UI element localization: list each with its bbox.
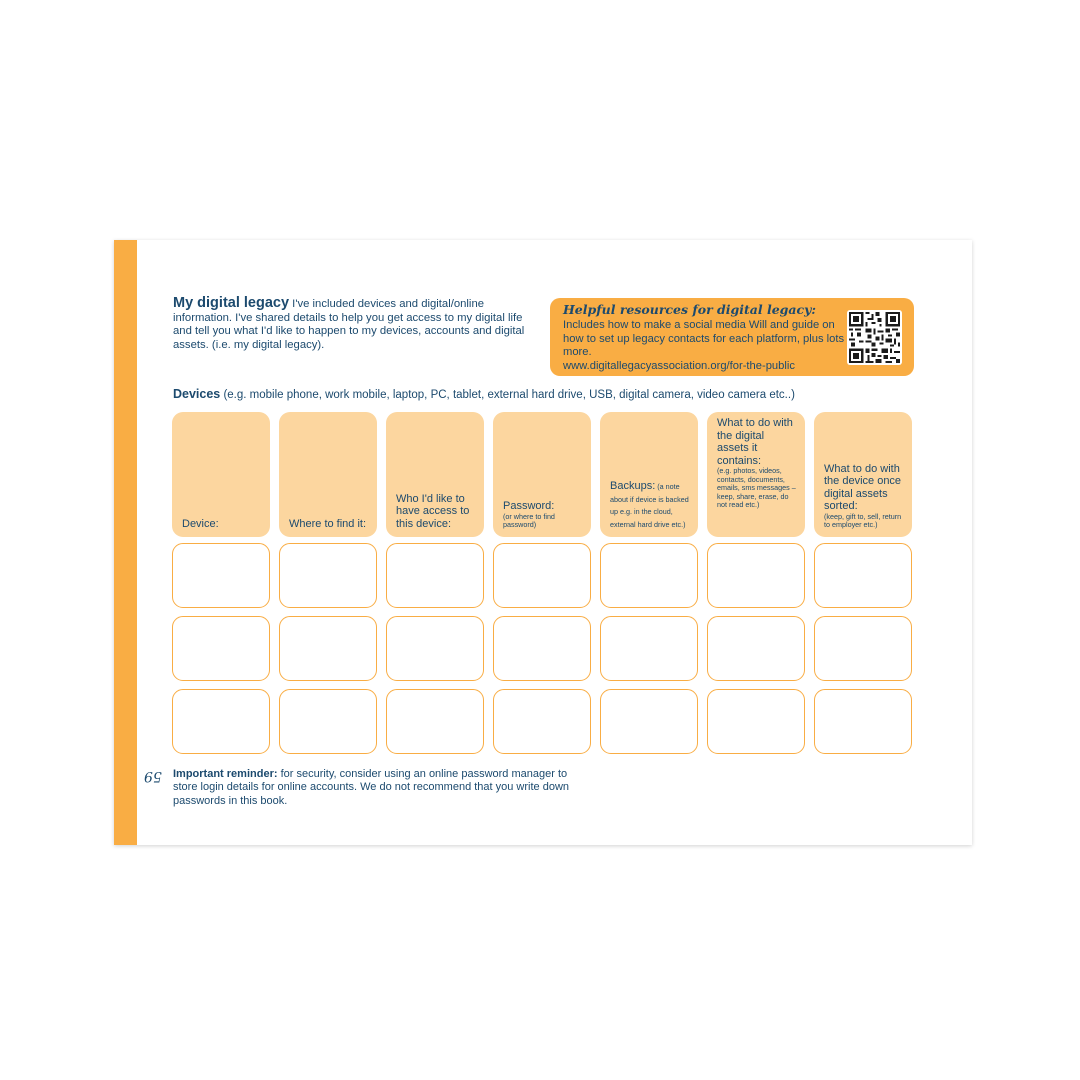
devices-label xyxy=(173,387,795,401)
column-header-label: Device: xyxy=(182,517,219,530)
important-reminder xyxy=(173,768,573,808)
page-spine xyxy=(114,240,137,845)
column-header-label-group xyxy=(610,480,690,530)
column-header-digital-assets xyxy=(707,412,805,537)
column-header-password xyxy=(493,412,591,537)
devices-heading: Devices xyxy=(173,387,221,401)
entry-cell[interactable] xyxy=(279,543,377,608)
entry-cell[interactable] xyxy=(386,543,484,608)
qr-code-icon[interactable] xyxy=(847,310,902,365)
column-header-backups xyxy=(600,412,698,537)
column-header-label: Password: xyxy=(503,500,555,513)
column-header-device-after xyxy=(814,412,912,537)
entry-cell[interactable] xyxy=(707,616,805,681)
resources-box xyxy=(550,298,914,376)
entry-cell[interactable] xyxy=(600,543,698,608)
entry-cell[interactable] xyxy=(814,689,912,754)
entry-cell[interactable] xyxy=(707,689,805,754)
column-header-location xyxy=(279,412,377,537)
column-header-label: Who I'd like to have access to this device: xyxy=(396,492,470,530)
entry-cell[interactable] xyxy=(279,616,377,681)
workbook-page xyxy=(114,240,972,845)
entry-cell[interactable] xyxy=(386,616,484,681)
entry-cell[interactable] xyxy=(493,543,591,608)
entry-cell[interactable] xyxy=(279,689,377,754)
column-header-note: (keep, gift to, sell, return to employer etc.) xyxy=(824,511,902,530)
entry-cell[interactable] xyxy=(707,543,805,608)
reminder-label: Important reminder: xyxy=(173,768,278,780)
resources-text: Includes how to make a social media Will and guide on how to set up legacy contacts for each platform, plus lots more. xyxy=(563,319,845,358)
reminder-text: for security, consider using an online password manager to store login details for online accounts. We do not recommend that you write down passwords in this book. xyxy=(173,768,570,807)
entry-cell[interactable] xyxy=(386,689,484,754)
entry-cell[interactable] xyxy=(172,616,270,681)
column-header-device xyxy=(172,412,270,537)
entry-cell[interactable] xyxy=(493,689,591,754)
entry-cell[interactable] xyxy=(600,689,698,754)
page-title: My digital legacy xyxy=(173,295,290,311)
column-header-note: (a note about if device is backed up e.g. in the cloud, external hard drive etc.) xyxy=(610,482,689,529)
intro-paragraph xyxy=(173,297,543,352)
column-header-label: Where to find it: xyxy=(289,517,367,530)
column-header-label: What to do with the digital assets it contains: xyxy=(717,417,793,467)
column-header-label: Backups: xyxy=(610,480,656,492)
resources-heading: Helpful resources for digital legacy: xyxy=(563,302,816,317)
column-header-note: (e.g. photos, videos, contacts, documents, emails, sms messages – keep, share, erase, do not read etc.) xyxy=(717,466,796,510)
resources-url[interactable]: www.digitallegacyassociation.org/for-the-public xyxy=(563,359,795,372)
resources-body xyxy=(563,319,845,373)
entry-cell[interactable] xyxy=(172,543,270,608)
entry-cell[interactable] xyxy=(814,616,912,681)
devices-examples: (e.g. mobile phone, work mobile, laptop, PC, tablet, external hard drive, USB, digital camera, video camera etc..) xyxy=(220,389,795,401)
page-number: 59 xyxy=(144,768,162,784)
entry-cell[interactable] xyxy=(172,689,270,754)
entry-cell[interactable] xyxy=(814,543,912,608)
entry-cell[interactable] xyxy=(600,616,698,681)
column-header-label: What to do with the device once digital assets sorted: xyxy=(824,462,902,513)
column-header-note: (or where to find password) xyxy=(503,511,555,530)
column-header-access xyxy=(386,412,484,537)
entry-cell[interactable] xyxy=(493,616,591,681)
intro-text: I've included devices and digital/online information. I've shared details to help you get access to my digital life and tell you what I'd like to happen to my devices, accounts and digital assets. (i.e. my digital legacy). xyxy=(173,298,525,351)
